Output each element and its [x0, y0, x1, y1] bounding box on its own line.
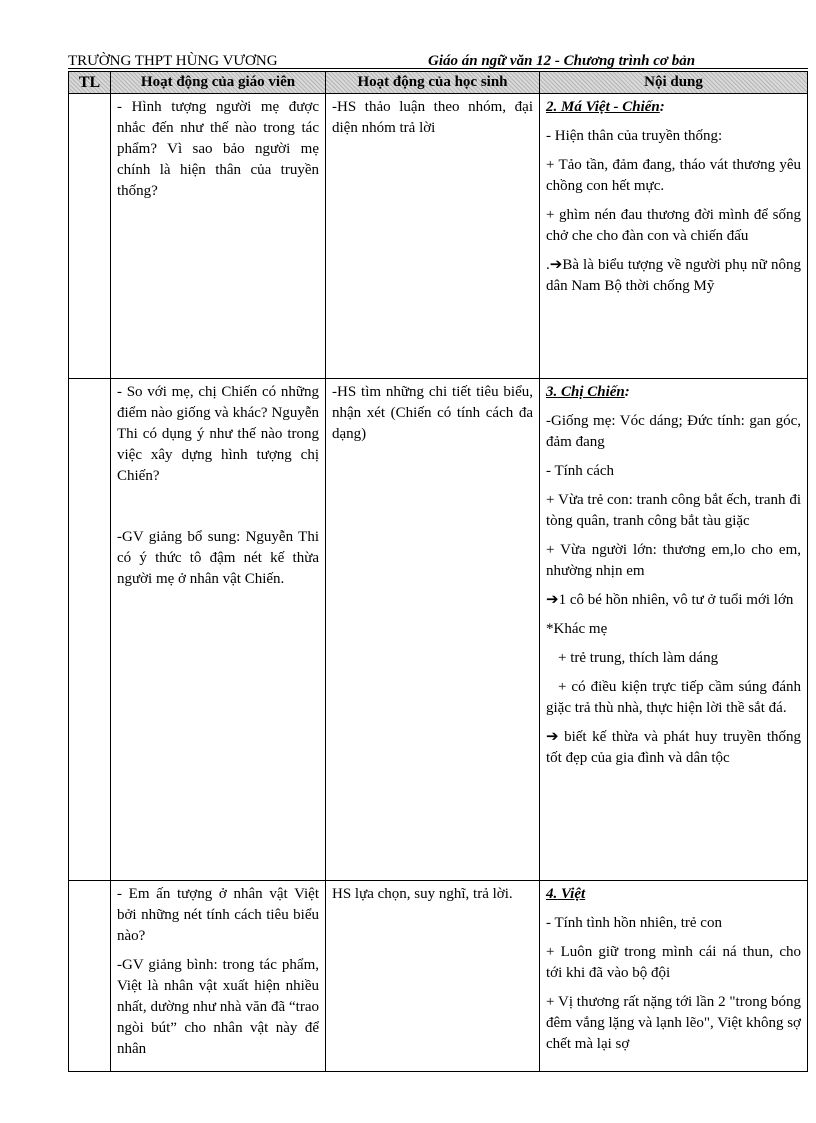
content-line: ➔ biết kế thừa và phát huy truyền thống tốt đẹp của gia đình và dân tộc: [546, 729, 801, 766]
section-heading: 3. Chị Chiến:: [546, 384, 630, 400]
student-activity-text: -HS tìm những chi tiết tiêu biểu, nhận xét (Chiến có tính cách đa dạng): [332, 384, 533, 442]
content-line: + có điều kiện trực tiếp cầm súng đánh giặc trả thù nhà, thực hiện lời thề sắt đá.: [546, 679, 801, 716]
table-row: [69, 379, 808, 881]
content-line: + Tảo tần, đảm đang, tháo vát thương yêu chồng con hết mực.: [546, 157, 801, 194]
student-activity-text: HS lựa chọn, suy nghĩ, trả lời.: [332, 886, 513, 902]
content-line: ➔1 cô bé hồn nhiên, vô tư ở tuổi mới lớn: [546, 592, 794, 608]
lesson-plan-table: [68, 71, 808, 1072]
teacher-activity-cell: [111, 94, 326, 379]
content-line: *Khác mẹ: [546, 621, 608, 637]
teacher-activity-text: - Em ấn tượng ở nhân vật Việt bởi những nét tính cách tiêu biểu nào?: [117, 886, 319, 944]
teacher-activity-cell: [111, 881, 326, 1072]
header-rule: [68, 68, 808, 69]
column-header-content: Nội dung: [540, 72, 808, 94]
student-activity-text: -HS thảo luận theo nhóm, đại diện nhóm trả lời: [332, 99, 533, 136]
student-activity-cell: [326, 881, 540, 1072]
column-header-student: Hoạt động của học sinh: [326, 72, 540, 94]
teacher-activity-text: - So với mẹ, chị Chiến có những điểm nào giống và khác? Nguyễn Thi có dụng ý như thế nào trong việc xây dựng hình tượng chị Chiến?: [117, 384, 319, 484]
content-line: + Vừa trẻ con: tranh công bắt ếch, tranh đi tòng quân, tranh công bắt tàu giặc: [546, 492, 801, 529]
table-row: [69, 94, 808, 379]
teacher-activity-cell: [111, 379, 326, 881]
content-line: - Hiện thân của truyền thống:: [546, 128, 723, 144]
school-name: TRƯỜNG THPT HÙNG VƯƠNG: [68, 53, 278, 69]
teacher-activity-text: -GV giảng bổ sung: Nguyễn Thi có ý thức tô đậm nét kế thừa người mẹ ở nhân vật Chiến.: [117, 529, 319, 587]
student-activity-cell: [326, 94, 540, 379]
content-line: + trẻ trung, thích làm dáng: [558, 650, 719, 666]
table-header-row: [69, 72, 808, 94]
content-line: - Tính cách: [546, 463, 615, 479]
content-line: - Tính tình hồn nhiên, trẻ con: [546, 915, 722, 931]
course-title: Giáo án ngữ văn 12 - Chương trình cơ bản: [428, 53, 696, 69]
content-line: + Vừa người lớn: thương em,lo cho em, nhường nhịn em: [546, 542, 801, 579]
content-cell: [540, 94, 808, 379]
teacher-activity-text: - Hình tượng người mẹ được nhắc đến như thế nào trong tác phẩm? Vì sao bảo người mẹ chính là hiện thân của truyền thống?: [117, 99, 319, 199]
content-cell: [540, 881, 808, 1072]
teacher-activity-text: -GV giảng bình: trong tác phẩm, Việt là nhân vật xuất hiện nhiều nhất, dường như nhà văn đã “trao ngòi bút” cho nhân vật này để nhân: [117, 957, 319, 1057]
column-header-tl: TL: [69, 72, 111, 94]
content-line: + ghìm nén đau thương đời mình để sống chở che cho đàn con và chiến đấu: [546, 207, 801, 244]
section-heading: 2. Má Việt - Chiến:: [546, 99, 665, 115]
student-activity-cell: [326, 379, 540, 881]
column-header-teacher: Hoạt động của giáo viên: [111, 72, 326, 94]
content-line: + Luôn giữ trong mình cái ná thun, cho tới khi đã vào bộ đội: [546, 944, 801, 981]
time-cell: [69, 94, 111, 379]
content-line: .➔Bà là biểu tượng về người phụ nữ nông dân Nam Bộ thời chống Mỹ: [546, 257, 801, 294]
section-heading: 4. Việt: [546, 886, 586, 902]
content-cell: [540, 379, 808, 881]
content-line: -Giống mẹ: Vóc dáng; Đức tính: gan góc, đảm đang: [546, 413, 801, 450]
content-line: + Vị thương rất nặng tới lần 2 "trong bóng đêm vắng lặng và lạnh lẽo", Việt không sợ chết mà lại sợ: [546, 994, 801, 1052]
time-cell: [69, 881, 111, 1072]
time-cell: [69, 379, 111, 881]
table-row: [69, 881, 808, 1072]
